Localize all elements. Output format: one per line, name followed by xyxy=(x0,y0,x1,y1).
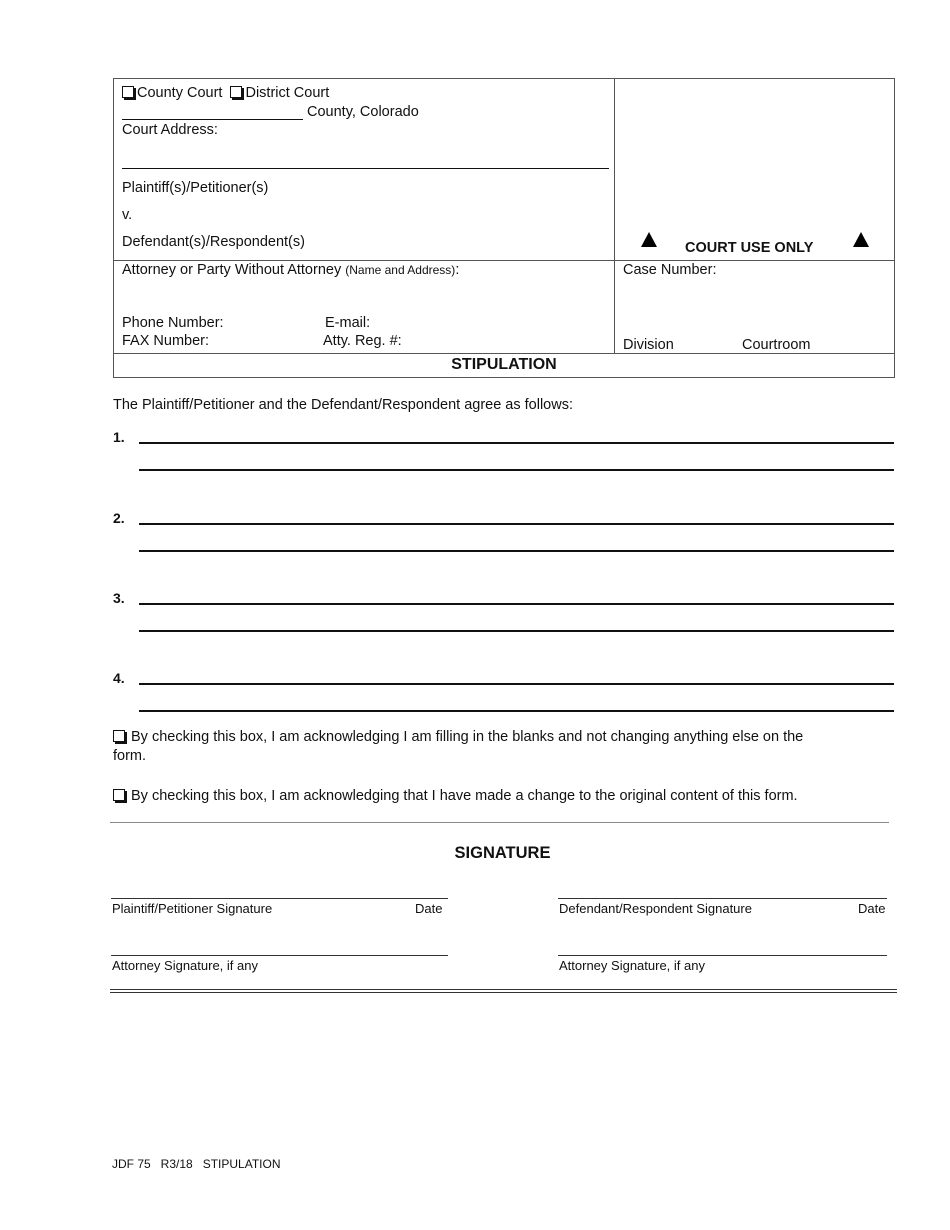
court-address-field[interactable] xyxy=(122,168,609,169)
ack-no-change-text: By checking this box, I am acknowledging I am filling in the blanks and not changing anything else on the xyxy=(131,729,804,745)
end-rule xyxy=(110,992,897,993)
item-2-line-2[interactable] xyxy=(139,550,894,552)
ack-changed-text: By checking this box, I am acknowledging that I have made a change to the original content of this form. xyxy=(131,788,798,804)
item-4-line-2[interactable] xyxy=(139,710,894,712)
defendant-attorney-signature-field[interactable] xyxy=(558,955,887,956)
item-number: 3. xyxy=(113,590,125,606)
county-name-field[interactable] xyxy=(122,119,303,120)
intro-text: The Plaintiff/Petitioner and the Defendant/Respondent agree as follows: xyxy=(113,397,573,413)
plaintiff-label: Plaintiff(s)/Petitioner(s) xyxy=(122,180,269,196)
court-use-only-label: COURT USE ONLY xyxy=(685,240,814,256)
signature-title: SIGNATURE xyxy=(454,844,551,862)
email-label: E-mail: xyxy=(325,315,371,331)
court-type-row xyxy=(122,85,329,101)
ack-changed-checkbox[interactable] xyxy=(113,789,125,801)
fax-label: FAX Number: xyxy=(122,333,210,349)
case-number-label: Case Number: xyxy=(623,262,717,278)
ack-no-change-checkbox[interactable] xyxy=(113,730,125,742)
ack-no-change xyxy=(113,728,893,766)
triangle-up-icon xyxy=(641,232,657,247)
defendant-date-label: Date xyxy=(858,901,886,916)
ack-no-change-text-cont: form. xyxy=(113,748,147,764)
county-colorado-label: County, Colorado xyxy=(307,104,419,120)
plaintiff-signature-field[interactable] xyxy=(111,898,448,899)
district-court-label: District Court xyxy=(245,85,330,101)
district-court-checkbox[interactable] xyxy=(230,86,242,98)
item-1-line-1[interactable] xyxy=(139,442,894,444)
item-number: 4. xyxy=(113,670,125,686)
plaintiff-attorney-signature-label: Attorney Signature, if any xyxy=(112,958,258,973)
caption-box xyxy=(113,78,895,378)
defendant-signature-label: Defendant/Respondent Signature xyxy=(559,901,752,916)
item-3-line-1[interactable] xyxy=(139,603,894,605)
county-court-checkbox[interactable] xyxy=(122,86,134,98)
item-2-line-1[interactable] xyxy=(139,523,894,525)
item-4-line-1[interactable] xyxy=(139,683,894,685)
plaintiff-signature-label: Plaintiff/Petitioner Signature xyxy=(112,901,273,916)
form-footer: JDF 75 R3/18 STIPULATION xyxy=(112,1157,281,1171)
attorney-label-text: Attorney or Party Without Attorney xyxy=(122,262,342,278)
section-divider xyxy=(110,822,889,823)
county-court-label: County Court xyxy=(137,85,223,101)
courtroom-label: Courtroom xyxy=(742,337,811,353)
plaintiff-attorney-signature-field[interactable] xyxy=(111,955,448,956)
item-number: 1. xyxy=(113,429,125,445)
attorney-label xyxy=(122,262,459,278)
ack-changed xyxy=(113,788,893,804)
end-rule xyxy=(110,989,897,990)
plaintiff-date-label: Date xyxy=(415,901,443,916)
item-3-line-2[interactable] xyxy=(139,630,894,632)
division-label: Division xyxy=(623,337,674,353)
item-1-line-2[interactable] xyxy=(139,469,894,471)
caption-divider xyxy=(614,78,615,354)
form-title: STIPULATION xyxy=(451,356,557,373)
versus-label: v. xyxy=(122,207,133,223)
atty-reg-label: Atty. Reg. #: xyxy=(323,333,402,349)
defendant-attorney-signature-label: Attorney Signature, if any xyxy=(559,958,705,973)
attorney-note: (Name and Address) xyxy=(345,263,456,277)
court-address-label: Court Address: xyxy=(122,122,218,138)
attorney-colon: : xyxy=(455,262,460,278)
defendant-signature-field[interactable] xyxy=(558,898,887,899)
title-row-divider xyxy=(113,353,895,354)
defendant-label: Defendant(s)/Respondent(s) xyxy=(122,234,305,250)
triangle-up-icon xyxy=(853,232,869,247)
caption-row-divider xyxy=(113,260,895,261)
phone-label: Phone Number: xyxy=(122,315,224,331)
item-number: 2. xyxy=(113,510,125,526)
